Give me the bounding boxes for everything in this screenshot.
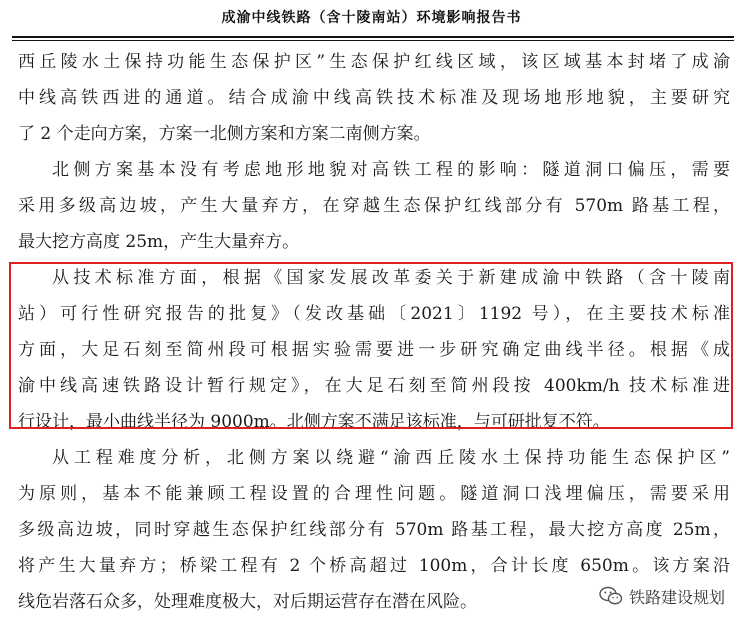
highlight-box <box>9 262 733 429</box>
highlighted-text-line: 站）可行性研究报告的批复》（发改基础〔2021〕1192 号），在主要技术标准 <box>18 304 730 324</box>
page-header-title: 成渝中线铁路（含十陵南站）环境影响报告书 <box>221 10 522 26</box>
text-line: 为原则，基本不能兼顾工程设置的合理性问题。隧道洞口浅埋偏压，需要采用 <box>18 484 730 504</box>
wechat-icon <box>599 586 623 606</box>
watermark <box>595 582 729 610</box>
highlighted-text-line: 渝中线高速铁路设计暂行规定》，在大足石刻至简州段按 400km/h 技术标准进 <box>18 376 730 396</box>
header-rule-thick <box>12 36 734 38</box>
highlighted-text-line: 从技术标准方面，根据《国家发展改革委关于新建成渝中铁路（含十陵南 <box>52 268 730 288</box>
watermark-text: 铁路建设规划 <box>628 587 725 607</box>
text-line: 将产生大量弃方；桥梁工程有 2 个桥高超过 100m，合计长度 650m。该方案沿 <box>18 556 730 576</box>
text-line: 北侧方案基本没有考虑地形地貌对高铁工程的影响：隧道洞口偏压，需要 <box>52 160 730 180</box>
header-rule-thin <box>12 40 734 41</box>
text-line: 最大挖方高度 25m，产生大量弃方。 <box>18 232 300 252</box>
highlighted-text-line: 行设计，最小曲线半径为 9000m。北侧方案不满足该标准，与可研批复不符。 <box>18 412 610 432</box>
text-line: 采用多级高边坡，产生大量弃方，在穿越生态保护红线部分有 570m 路基工程， <box>18 196 730 216</box>
text-line: 西丘陵水土保持功能生态保护区”生态保护红线区域，该区域基本封堵了成渝 <box>18 52 730 72</box>
text-line: 线危岩落石众多，处理难度极大，对后期运营存在潜在风险。 <box>18 592 477 612</box>
text-line: 中线高铁西进的通道。结合成渝中线高铁技术标准及现场地形地貌，主要研究 <box>18 88 730 108</box>
text-line: 从工程难度分析，北侧方案以绕避“渝西丘陵水土保持功能生态保护区” <box>52 448 730 468</box>
text-line: 了 2 个走向方案，方案一北侧方案和方案二南侧方案。 <box>18 124 431 144</box>
highlighted-text-line: 方面，大足石刻至简州段可根据实验需要进一步研究确定曲线半径。根据《成 <box>18 340 730 360</box>
text-line: 多级高边坡，同时穿越生态保护红线部分有 570m 路基工程，最大挖方高度 25m， <box>18 520 730 540</box>
